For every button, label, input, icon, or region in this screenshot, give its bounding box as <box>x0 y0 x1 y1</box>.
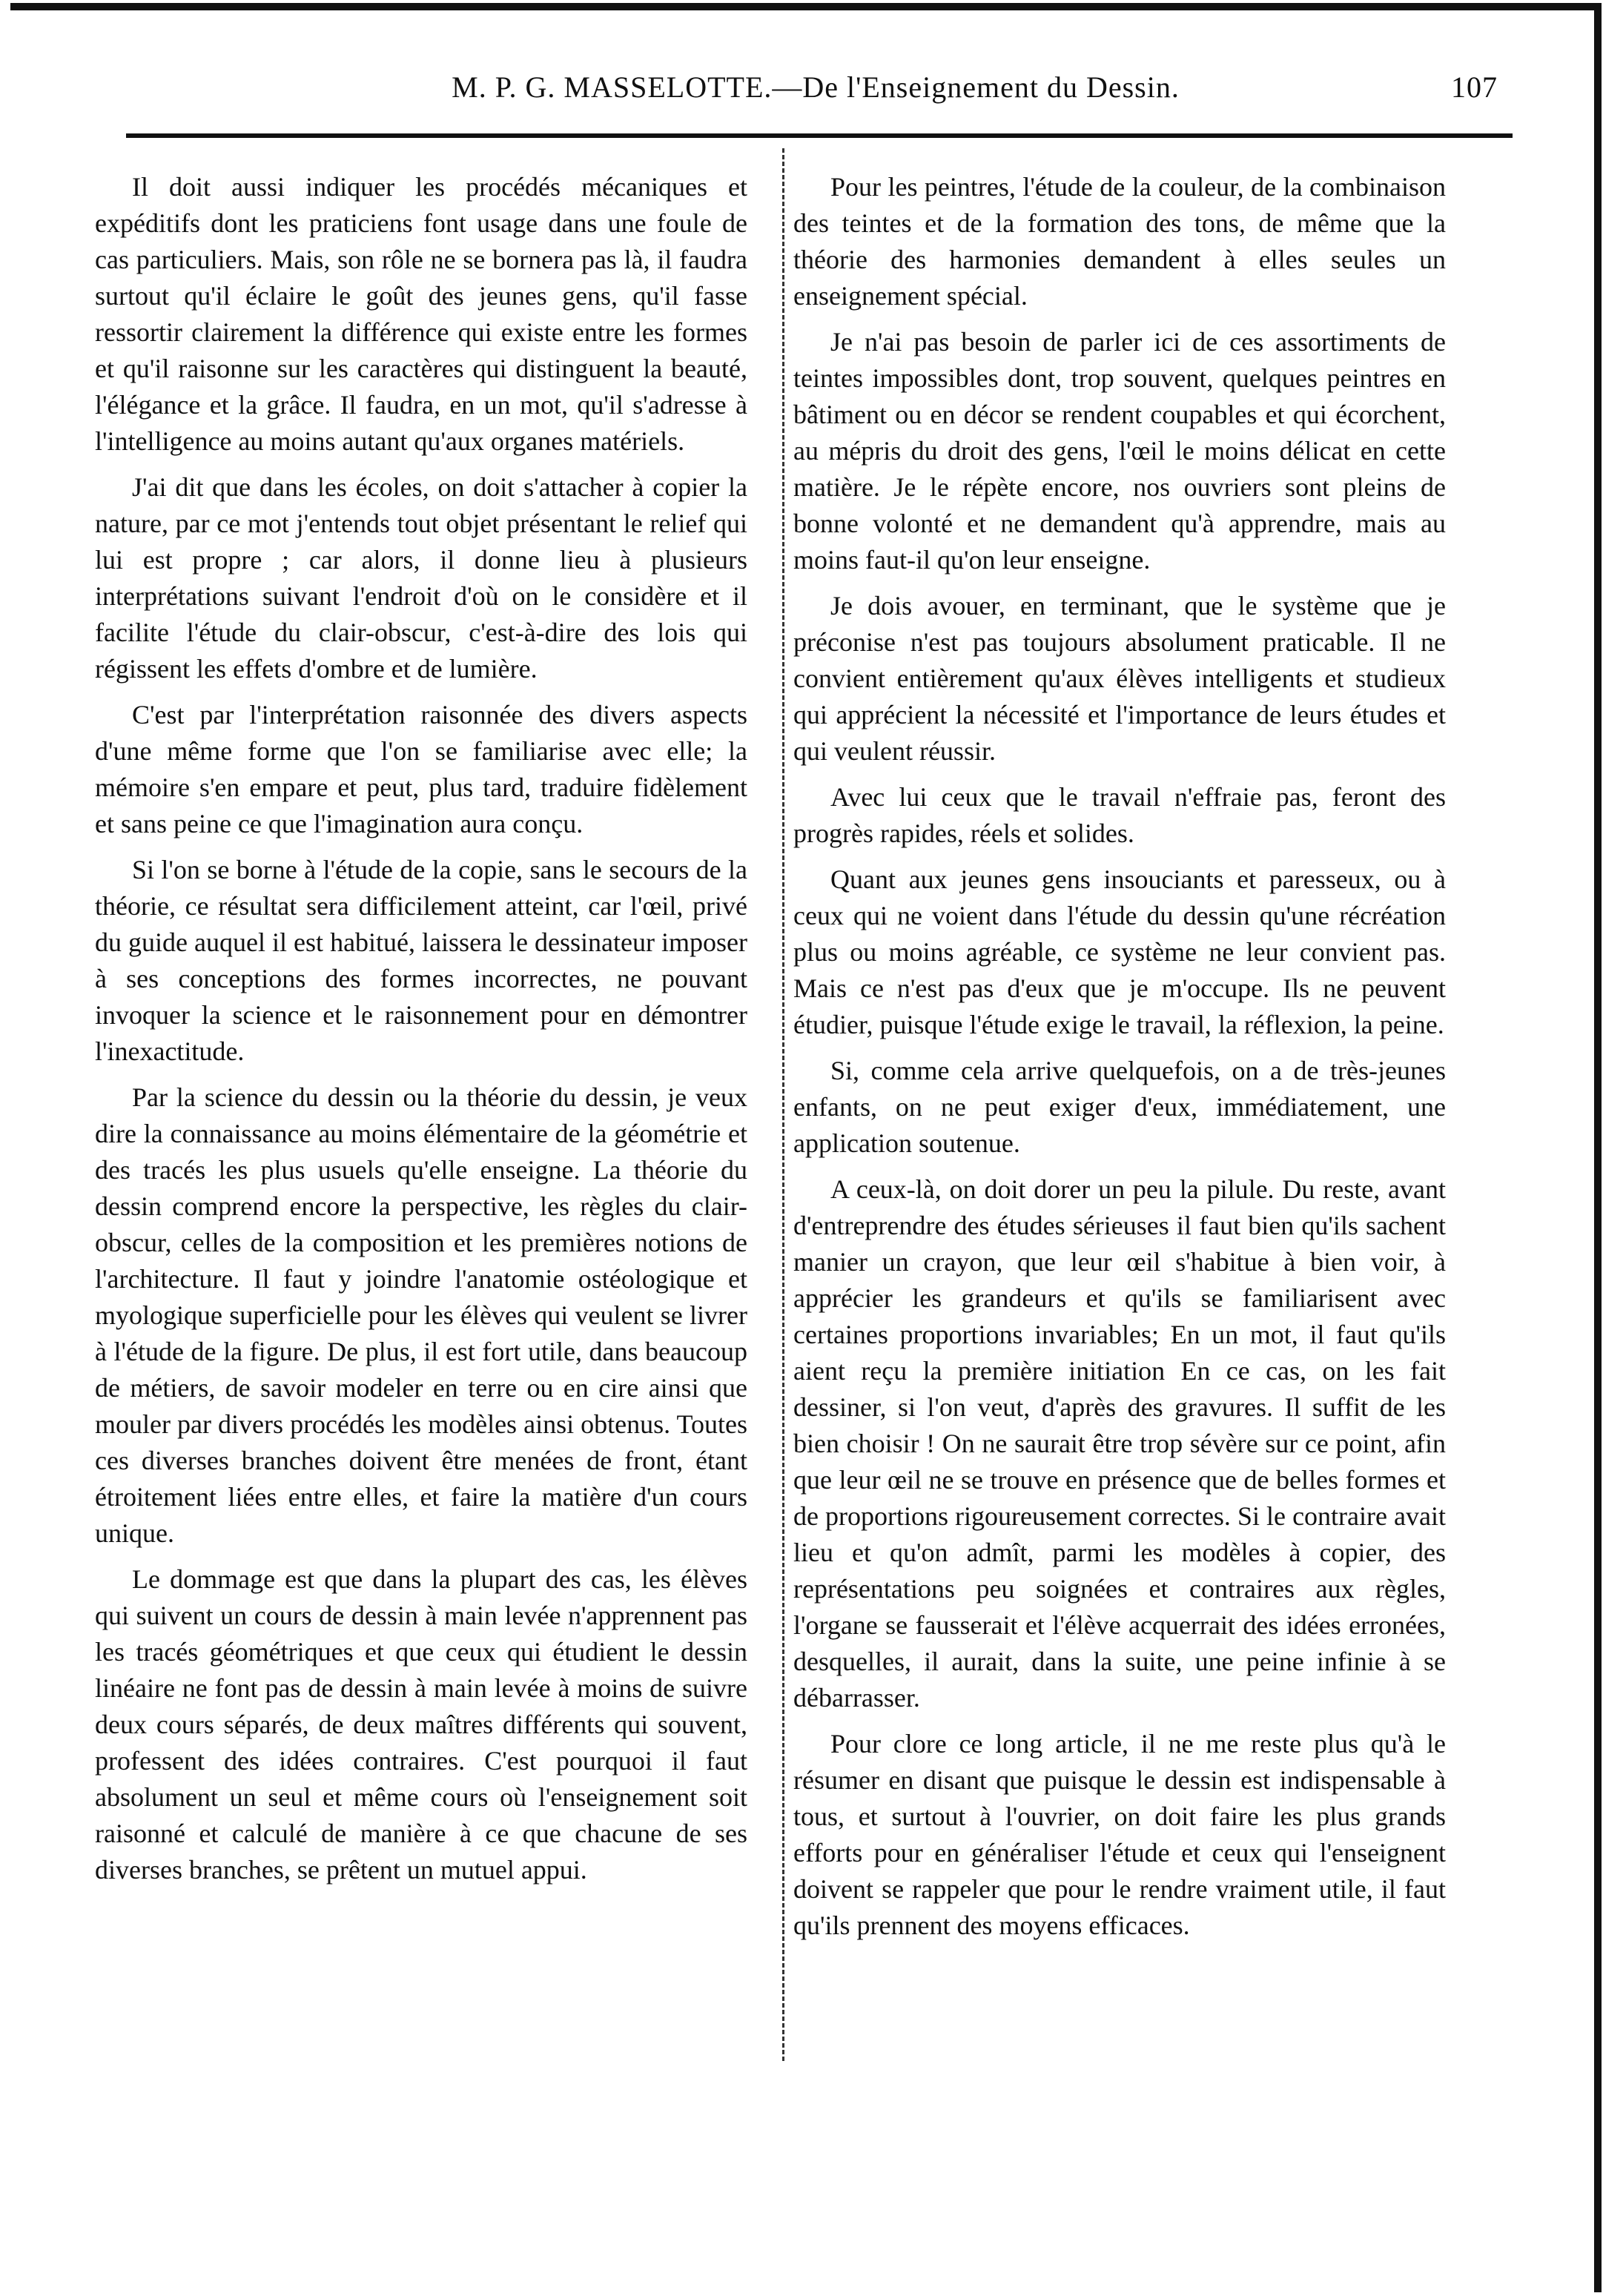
paragraph: Avec lui ceux que le travail n'effraie pas, feront des progrès rapides, réels et solides. <box>793 782 1446 848</box>
column-divider <box>782 148 784 2061</box>
paragraph: C'est par l'interprétation raisonnée des divers aspects d'une même forme que l'on se familiarise avec elle; la mémoire s'en empare et peut, plus tard, traduire fidèlement et sans peine ce que l'imagination aura conçu. <box>95 700 747 838</box>
running-head-title: M. P. G. MASSELOTTE.—De l'Enseignement du Dessin. <box>452 70 1180 104</box>
page-number: 107 <box>1451 70 1498 104</box>
paragraph: Pour les peintres, l'étude de la couleur, de la combinaison des teintes et de la formation des tons, de même que la théorie des harmonies demandent à elles seules un enseignement spécial. <box>793 172 1446 311</box>
paragraph: Par la science du dessin ou la théorie du dessin, je veux dire la connaissance au moins élémentaire de la géométrie et des tracés les plus usuels qu'elle enseigne. La théorie du dessin comprend encore la perspective, les règles du clair-obscur, celles de la composition et les premières notions de l'architecture. Il faut y joindre l'anatomie ostéologique et myologique superficielle pour les élèves qui veulent se livrer à l'étude de la figure. De plus, il est fort utile, dans beaucoup de métiers, de savoir modeler en terre ou en cire ainsi que mouler par divers procédés les modèles ainsi obtenus. Toutes ces diverses branches doivent être menées de front, étant étroitement liées entre elles, et faire la matière d'un cours unique. <box>95 1082 747 1548</box>
paragraph: Je dois avouer, en terminant, que le système que je préconise n'est pas toujours absolument praticable. Il ne convient entièrement qu'aux élèves intelligents et studieux qui apprécient la nécessité et l'importance de leurs études et qui veulent réussir. <box>793 591 1446 766</box>
header-rule <box>126 133 1513 138</box>
paragraph: Si l'on se borne à l'étude de la copie, sans le secours de la théorie, ce résultat sera difficilement atteint, car l'œil, privé du guide auquel il est habitué, laissera le dessinateur imposer à ses conceptions des formes incorrectes, ne pouvant invoquer la science et le raisonnement pour en démontrer l'inexactitude. <box>95 855 747 1066</box>
paragraph: Quant aux jeunes gens insouciants et paresseux, ou à ceux qui ne voient dans l'étude du dessin qu'une récréation plus ou moins agréable, ce système ne leur convient pas. Mais ce n'est pas d'eux que je m'occupe. Ils ne peuvent étudier, puisque l'étude exige le travail, la réflexion, la peine. <box>793 864 1446 1039</box>
paragraph: A ceux-là, on doit dorer un peu la pilule. Du reste, avant d'entreprendre des études sérieuses il faut bien qu'ils sachent manier un crayon, que leur œil s'habitue à bien voir, à apprécier les grandeurs et qu'ils se familiarisent avec certaines proportions invariables; En un mot, il faut qu'ils aient reçu la première initiation En ce cas, on les fait dessiner, si l'on veut, d'après des gravures. Il suffit de les bien choisir ! On ne saurait être trop sévère sur ce point, afin que leur œil ne se trouve en présence que de belles formes et de proportions rigoureusement correctes. Si le contraire avait lieu et qu'on admît, parmi les modèles à copier, des représentations peu soignées et contraires aux règles, l'organe se fausserait et l'élève acquerrait des idées erronées, desquelles, il aurait, dans la suite, une peine infinie à se débarrasser. <box>793 1174 1446 1713</box>
paragraph: Pour clore ce long article, il ne me reste plus qu'à le résumer en disant que puisque le dessin est indispensable à tous, et surtout à l'ouvrier, on doit faire les plus grands efforts pour en généraliser l'étude et ceux qui l'enseignent doivent se rappeler que pour le rendre vraiment utile, il faut qu'ils prennent des moyens efficaces. <box>793 1729 1446 1940</box>
paragraph: J'ai dit que dans les écoles, on doit s'attacher à copier la nature, par ce mot j'entends tout objet présentant le relief qui lui est propre ; car alors, il donne lieu à plusieurs interprétations suivant l'endroit d'où on le considère et il facilite l'étude du clair-obscur, c'est-à-dire des lois qui régissent les effets d'ombre et de lumière. <box>95 472 747 684</box>
paragraph: Je n'ai pas besoin de parler ici de ces assortiments de teintes impossibles dont, trop souvent, quelques peintres en bâtiment ou en décor se rendent coupables et qui écorchent, au mépris du droit des gens, l'œil le moins délicat en cette matière. Je le répète encore, nos ouvriers sont pleins de bonne volonté et ne demandent qu'à apprendre, mais au moins faut-il qu'on leur enseigne. <box>793 327 1446 575</box>
right-column <box>793 169 1446 1953</box>
top-border-rule <box>10 3 1602 10</box>
paragraph: Si, comme cela arrive quelquefois, on a de très-jeunes enfants, on ne peut exiger d'eux, immédiatement, une application soutenue. <box>793 1056 1446 1158</box>
right-border-rule <box>1594 3 1602 2292</box>
paragraph: Il doit aussi indiquer les procédés mécaniques et expéditifs dont les praticiens font usage dans une foule de cas particuliers. Mais, son rôle ne se bornera pas là, il faudra surtout qu'il éclaire le goût des jeunes gens, qu'il fasse ressortir clairement la différence qui existe entre les formes et qu'il raisonne sur les caractères qui distinguent la beauté, l'élégance et la grâce. Il faudra, en un mot, qu'il s'adresse à l'intelligence au moins autant qu'aux organes matériels. <box>95 172 747 456</box>
left-column <box>95 169 747 1898</box>
paragraph: Le dommage est que dans la plupart des cas, les élèves qui suivent un cours de dessin à main levée n'apprennent pas les tracés géométriques et que ceux qui étudient le dessin linéaire ne font pas de dessin à main levée à moins de suivre deux cours séparés, de deux maîtres différents qui souvent, professent des idées contraires. C'est pourquoi il faut absolument un seul et même cours où l'enseignement soit raisonné et calculé de manière à ce que chacune de ses diverses branches, se prêtent un mutuel appui. <box>95 1564 747 1885</box>
